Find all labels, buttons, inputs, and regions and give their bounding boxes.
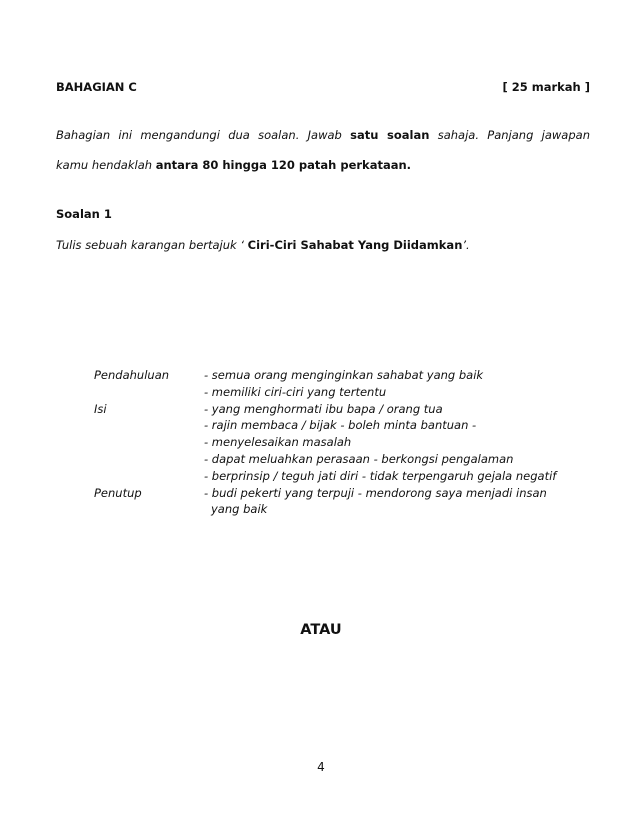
atau-divider: ATAU bbox=[300, 622, 342, 638]
instructions-text: sahaja. Panjang jawapan bbox=[429, 128, 590, 142]
outline-row bbox=[94, 417, 556, 434]
outline-label-penutup: Penutup bbox=[94, 485, 142, 500]
outline-point: - memiliki ciri-ciri yang tertentu bbox=[204, 384, 387, 399]
instructions-text: kamu hendaklah bbox=[56, 158, 156, 172]
outline-point: - budi pekerti yang terpuji - mendorong saya menjadi insan bbox=[204, 485, 547, 500]
outline-row bbox=[94, 367, 556, 384]
page-number: 4 bbox=[317, 760, 325, 774]
outline-row bbox=[94, 451, 556, 468]
question-prompt-end: ’. bbox=[462, 238, 470, 252]
outline-label-empty bbox=[94, 451, 204, 468]
instructions-text: Bahagian ini mengandungi dua soalan. Jawab bbox=[56, 128, 351, 142]
outline-point: - berprinsip / teguh jati diri - tidak terpengaruh gejala negatif bbox=[204, 468, 557, 483]
section-title: BAHAGIAN C bbox=[56, 80, 137, 94]
outline-row bbox=[94, 384, 556, 401]
outline-point: - rajin membaca / bijak - boleh minta bantuan - bbox=[204, 418, 477, 433]
outline-label-isi: Isi bbox=[94, 401, 107, 416]
outline-point: - menyelesaikan masalah bbox=[204, 435, 352, 450]
question-title: Soalan 1 bbox=[56, 207, 112, 221]
instructions-emphasis: satu soalan bbox=[350, 128, 430, 142]
instructions-word-limit: antara 80 hingga 120 patah perkataan. bbox=[155, 158, 412, 172]
question-prompt: Tulis sebuah karangan bertajuk ‘ bbox=[56, 238, 248, 252]
outline-label-empty bbox=[94, 468, 204, 485]
outline-point: - yang menghormati ibu bapa / orang tua bbox=[204, 401, 443, 416]
outline-point-continuation: yang baik bbox=[211, 502, 268, 517]
outline-row bbox=[94, 485, 556, 502]
question-text bbox=[56, 238, 470, 252]
outline-row bbox=[94, 434, 556, 451]
essay-topic: Ciri-Ciri Sahabat Yang Diidamkan bbox=[247, 238, 463, 252]
outline-point: - semua orang menginginkan sahabat yang baik bbox=[204, 368, 484, 382]
instructions-line-1 bbox=[56, 128, 590, 142]
outline-row bbox=[94, 401, 556, 418]
outline-label-empty bbox=[94, 434, 204, 451]
instructions-line-2 bbox=[56, 158, 411, 172]
outline-row bbox=[94, 501, 556, 518]
outline-point: - dapat meluahkan perasaan - berkongsi pengalaman bbox=[204, 451, 514, 466]
outline-row bbox=[94, 468, 556, 485]
outline-label-pendahuluan: Pendahuluan bbox=[94, 368, 170, 382]
outline-label-empty bbox=[94, 501, 204, 518]
outline-label-empty bbox=[94, 384, 204, 401]
marks-label: [ 25 markah ] bbox=[502, 80, 590, 94]
essay-outline bbox=[94, 367, 556, 518]
outline-label-empty bbox=[94, 417, 204, 434]
